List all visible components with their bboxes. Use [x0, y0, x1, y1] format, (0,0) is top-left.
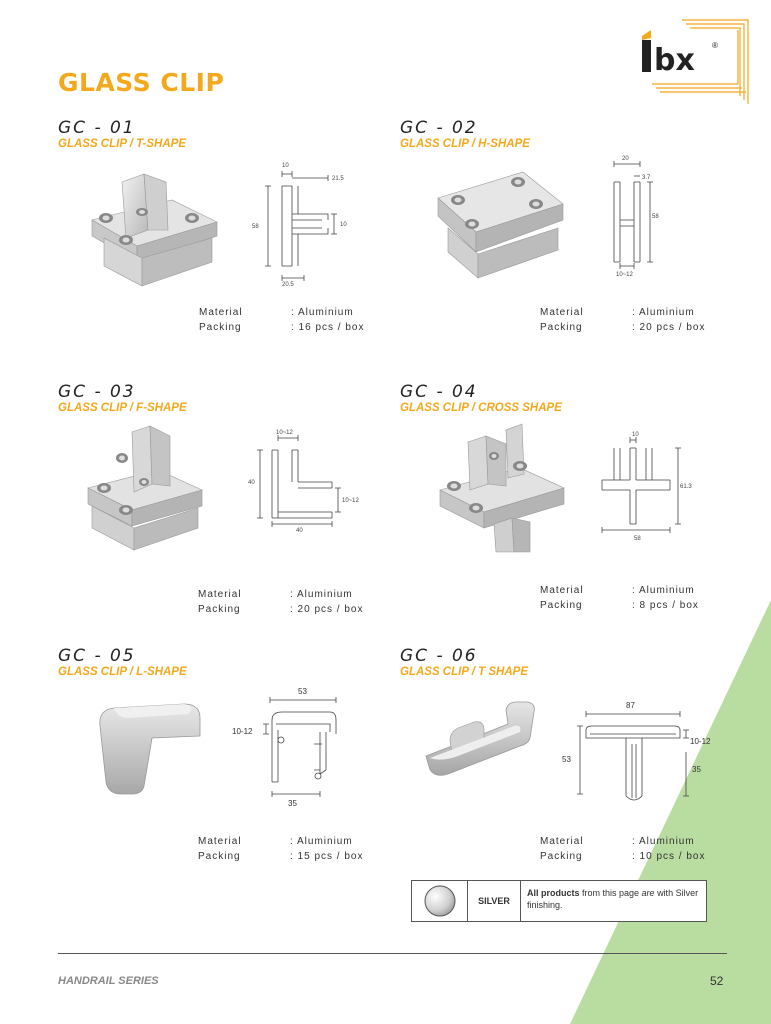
product-subtitle: GLASS CLIP / H-SHAPE	[400, 138, 530, 150]
material-value: : Aluminium	[632, 836, 695, 847]
material-value: : Aluminium	[290, 589, 353, 600]
material-value: : Aluminium	[291, 307, 354, 318]
svg-text:10: 10	[340, 222, 347, 228]
packing-value: : 20 pcs / box	[632, 322, 706, 333]
packing-label: Packing	[198, 604, 241, 615]
svg-text:10-12: 10-12	[690, 737, 711, 746]
packing-label: Packing	[198, 851, 241, 862]
svg-text:87: 87	[626, 701, 635, 710]
dimension-drawing-gc01	[248, 158, 358, 288]
material-label: Material	[198, 589, 242, 600]
packing-value: : 15 pcs / box	[290, 851, 364, 862]
svg-text:58: 58	[252, 224, 259, 230]
packing-label: Packing	[540, 600, 583, 611]
material-value: : Aluminium	[290, 836, 353, 847]
footer-divider	[58, 953, 727, 954]
svg-text:40: 40	[296, 528, 303, 534]
packing-label: Packing	[199, 322, 242, 333]
material-label: Material	[198, 836, 242, 847]
packing-value: : 10 pcs / box	[632, 851, 706, 862]
product-photo-gc05	[88, 690, 218, 800]
silver-swatch-icon	[422, 883, 458, 919]
product-code: GC - 02	[400, 118, 478, 138]
product-subtitle: GLASS CLIP / T-SHAPE	[58, 138, 187, 150]
packing-label: Packing	[540, 851, 583, 862]
svg-text:10-12: 10-12	[232, 727, 253, 736]
finish-note: All products from this page are with Silver finishing.	[527, 888, 699, 910]
material-value: : Aluminium	[632, 307, 695, 318]
brand-logo	[622, 18, 750, 106]
product-code: GC - 03	[58, 382, 136, 402]
svg-text:10~12: 10~12	[342, 498, 359, 504]
svg-text:58: 58	[634, 536, 641, 542]
svg-text:58: 58	[652, 214, 659, 220]
svg-text:bx: bx	[654, 43, 695, 78]
svg-text:35: 35	[692, 765, 701, 774]
dimension-drawing-gc02	[600, 152, 680, 282]
svg-text:53: 53	[298, 687, 307, 696]
silver-swatch	[412, 881, 468, 921]
packing-value: : 16 pcs / box	[291, 322, 365, 333]
footer-series: HANDRAIL SERIES	[58, 975, 159, 987]
svg-text:53: 53	[562, 755, 571, 764]
material-label: Material	[540, 585, 584, 596]
spec-table-gc02	[540, 305, 705, 335]
material-label: Material	[540, 307, 584, 318]
dimension-drawing-gc06	[556, 700, 716, 812]
spec-table-gc01	[199, 305, 364, 335]
product-code: GC - 04	[400, 382, 478, 402]
product-subtitle: GLASS CLIP / T SHAPE	[400, 666, 529, 678]
product-code: GC - 01	[58, 118, 136, 138]
product-code: GC - 06	[400, 646, 478, 666]
finish-legend	[411, 880, 707, 922]
page-title: GLASS CLIP	[58, 68, 225, 97]
svg-text:35: 35	[288, 799, 297, 808]
packing-label: Packing	[540, 322, 583, 333]
svg-text:10: 10	[632, 432, 639, 438]
svg-text:10: 10	[282, 163, 289, 169]
material-label: Material	[540, 836, 584, 847]
product-photo-gc06	[418, 694, 542, 790]
product-subtitle: GLASS CLIP / CROSS SHAPE	[400, 402, 562, 414]
product-photo-gc04	[432, 424, 572, 554]
spec-table-gc03	[198, 587, 363, 617]
dimension-drawing-gc03	[246, 428, 359, 538]
svg-text:40: 40	[248, 480, 255, 486]
material-label: Material	[199, 307, 243, 318]
dimension-drawing-gc04	[594, 428, 694, 544]
packing-value: : 20 pcs / box	[290, 604, 364, 615]
svg-text:3.7: 3.7	[642, 175, 651, 181]
svg-text:10~12: 10~12	[616, 272, 633, 278]
spec-table-gc04	[540, 583, 699, 613]
product-photo-gc03	[78, 422, 208, 552]
dimension-drawing-gc05	[230, 684, 350, 810]
product-subtitle: GLASS CLIP / L-SHAPE	[58, 666, 187, 678]
product-photo-gc01	[82, 160, 222, 290]
product-subtitle: GLASS CLIP / F-SHAPE	[58, 402, 187, 414]
svg-text:10~12: 10~12	[276, 430, 293, 436]
svg-text:20: 20	[622, 156, 629, 162]
packing-value: : 8 pcs / box	[632, 600, 699, 611]
svg-text:21.5: 21.5	[332, 176, 344, 182]
page-number: 52	[710, 974, 724, 988]
svg-text:20.5: 20.5	[282, 282, 294, 288]
product-code: GC - 05	[58, 646, 136, 666]
finish-name: SILVER	[468, 881, 521, 921]
svg-text:®: ®	[712, 41, 718, 50]
svg-text:61.3: 61.3	[680, 484, 692, 490]
spec-table-gc05	[198, 834, 363, 864]
product-photo-gc02	[428, 158, 570, 288]
spec-table-gc06	[540, 834, 705, 864]
material-value: : Aluminium	[632, 585, 695, 596]
